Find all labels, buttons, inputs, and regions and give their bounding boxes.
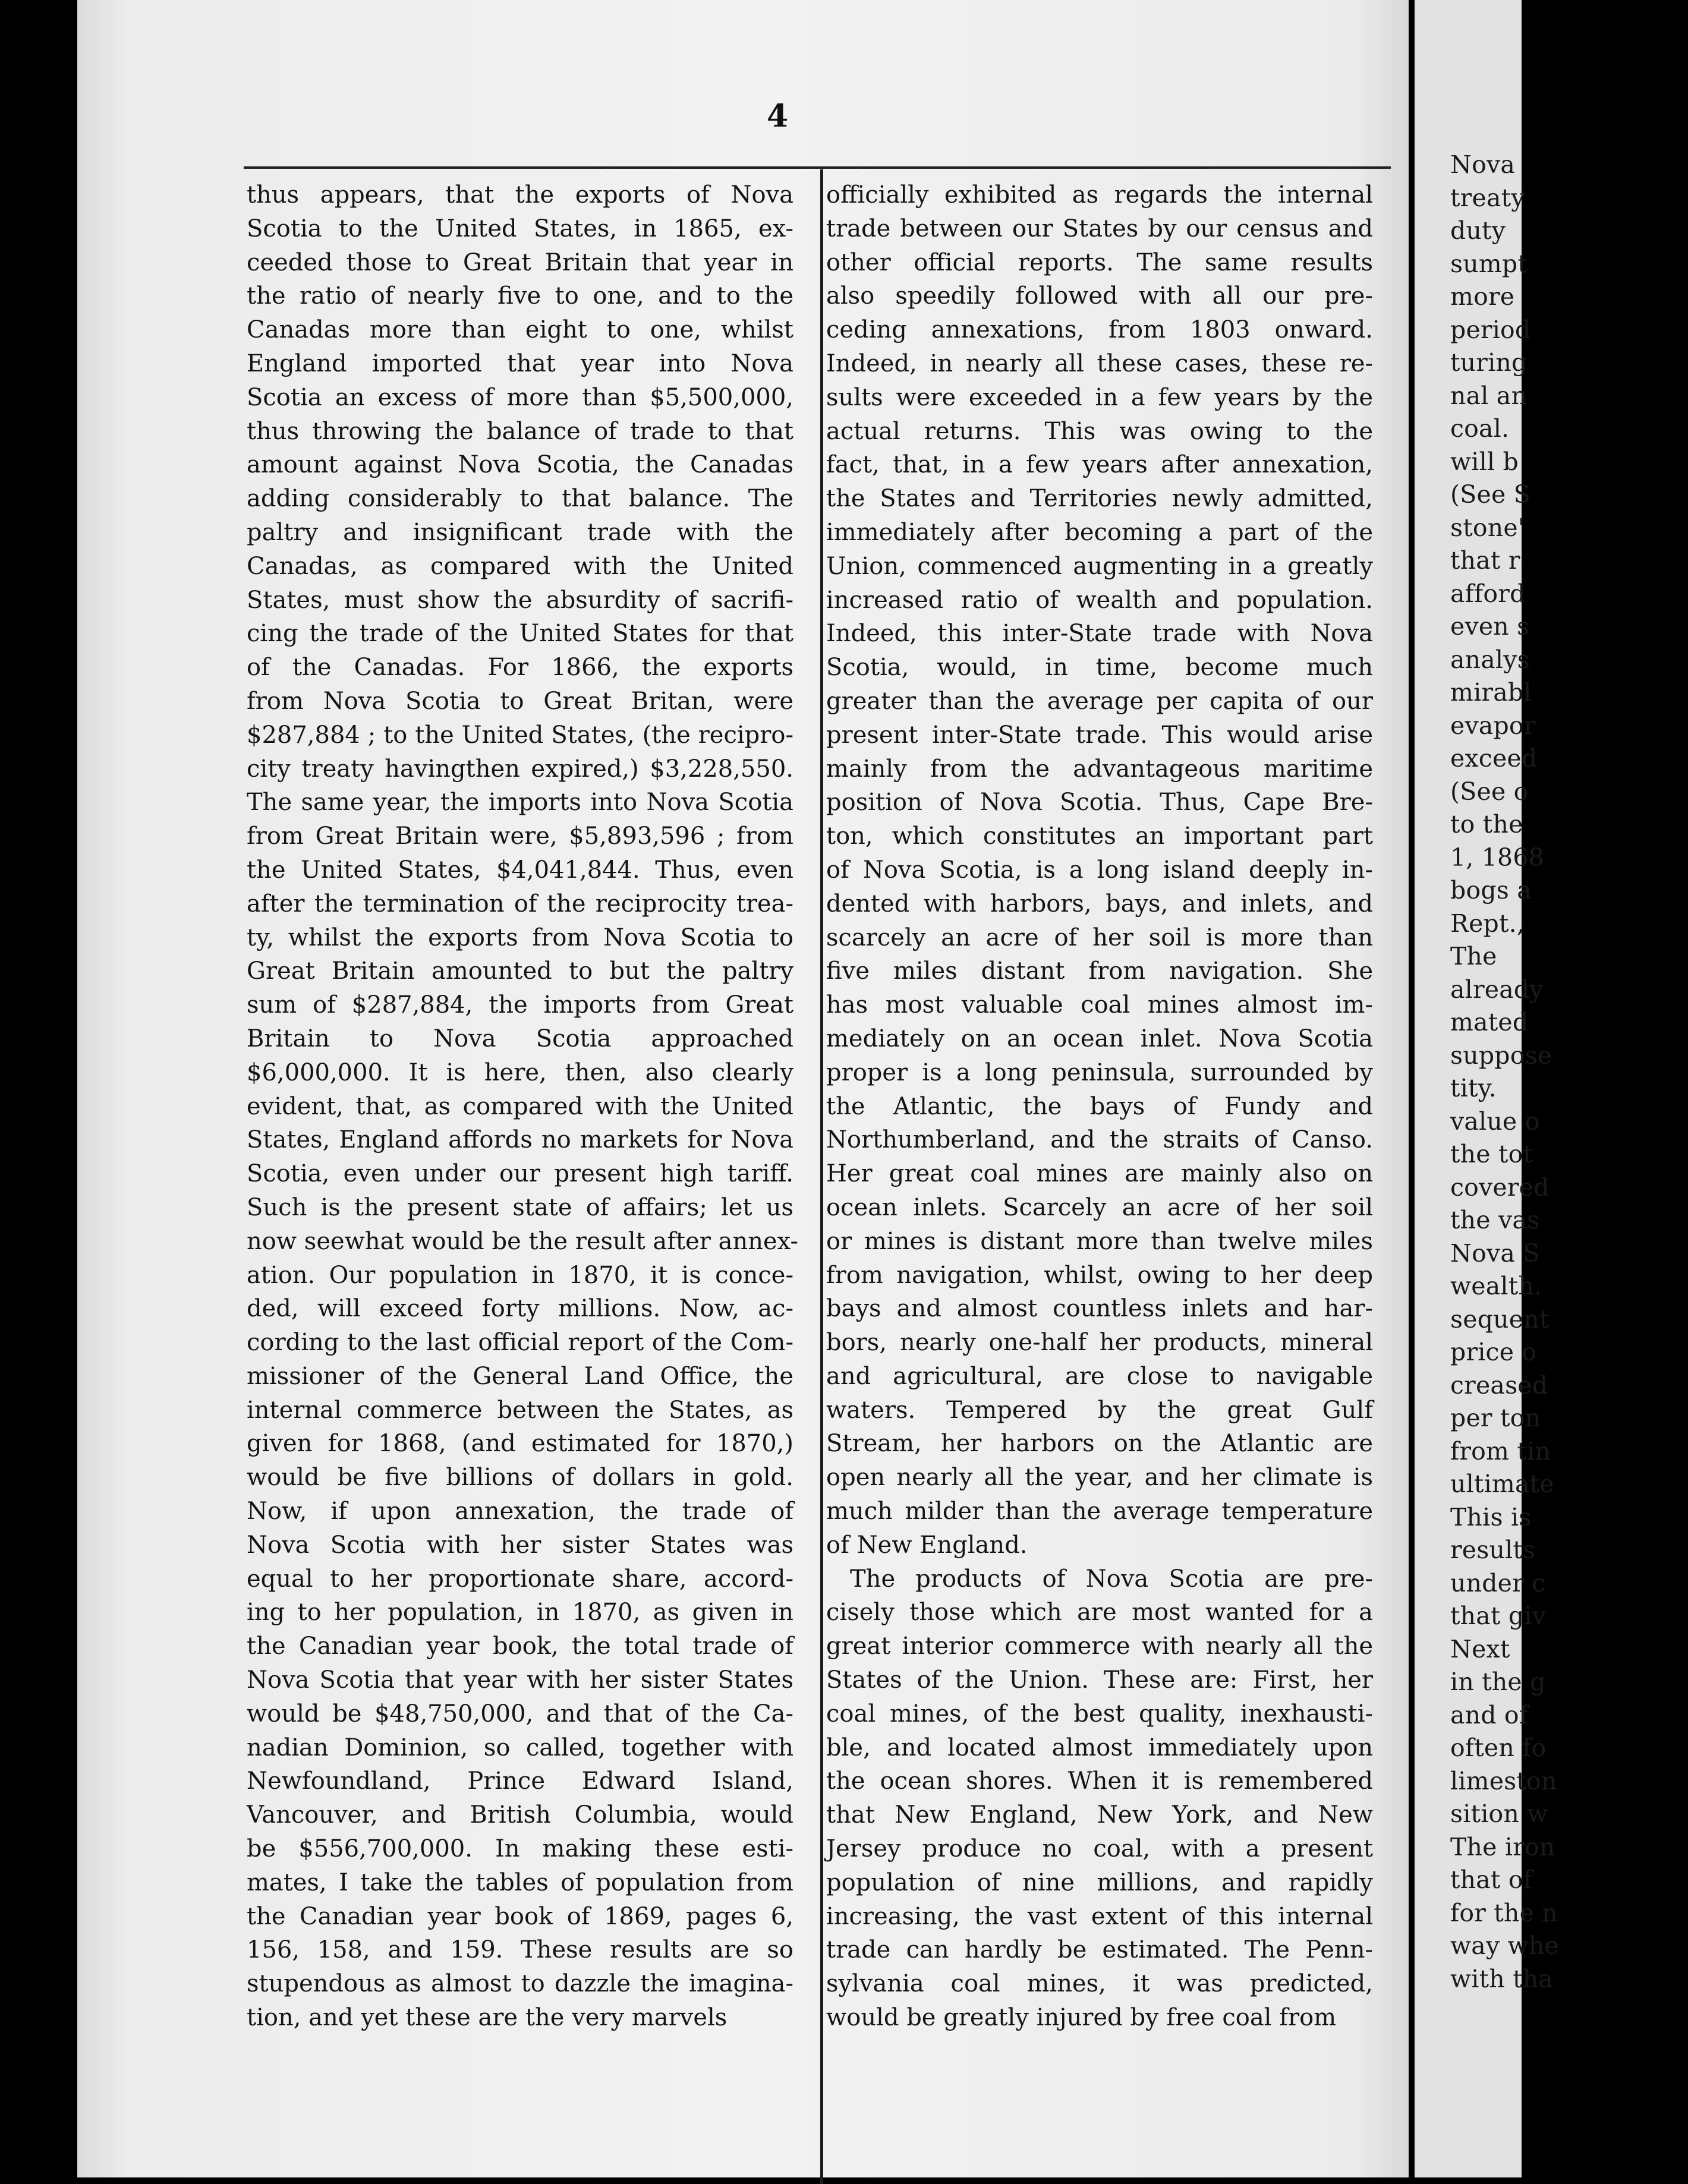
text-line: amount against Nova Scotia, the Canadas — [247, 451, 793, 479]
text-line: sults were exceeded in a few years by the — [826, 383, 1373, 411]
text-line: from Great Britain were, $5,893,596 ; from — [247, 822, 793, 850]
text-line: five miles distant from navigation. She — [826, 957, 1373, 985]
text-line: other official reports. The same results — [826, 248, 1373, 276]
text-line: the ratio of nearly five to one, and to the — [247, 282, 793, 310]
text-line: position of Nova Scotia. Thus, Cape Bre- — [826, 789, 1373, 817]
text-line: population of nine millions, and rapidly — [826, 1868, 1373, 1896]
text-line: proper is a long peninsula, surrounded by — [826, 1058, 1373, 1086]
facing-page-fragment: The — [1450, 942, 1497, 970]
text-line: Nova Scotia with her sister States was — [247, 1531, 793, 1559]
text-line: also speedily followed with all our pre- — [826, 282, 1373, 310]
text-line: tion, and yet these are the very marvels — [247, 2004, 728, 2032]
text-line: bors, nearly one-half her products, mineral — [826, 1329, 1373, 1357]
text-line: fact, that, in a few years after annexation, — [826, 451, 1373, 479]
right-column — [826, 178, 1373, 2035]
facing-page-fragment: 1, 1868 — [1450, 843, 1544, 872]
text-line: would be $48,750,000, and that of the Ca- — [247, 1700, 793, 1728]
text-line: increasing, the vast extent of this internal — [826, 1902, 1373, 1930]
text-line: ocean inlets. Scarcely an acre of her soil — [826, 1193, 1373, 1221]
text-line: evident, that, as compared with the United — [247, 1092, 793, 1120]
facing-page-fragment: bogs a — [1450, 876, 1532, 905]
text-line: sylvania coal mines, it was predicted, — [826, 1970, 1373, 1998]
text-line: cing the trade of the United States for that — [247, 620, 793, 648]
facing-page-fragment: sequent — [1450, 1304, 1550, 1334]
text-line: mediately on an ocean inlet. Nova Scotia — [826, 1025, 1373, 1052]
facing-page-fragment: under c — [1450, 1568, 1546, 1597]
facing-page-fragment: price o — [1450, 1338, 1537, 1366]
text-line: Union, commenced augmenting in a greatly — [826, 552, 1373, 580]
text-line: Now, if upon annexation, the trade of — [247, 1498, 793, 1526]
text-line: nadian Dominion, so called, together with — [247, 1734, 793, 1761]
facing-page-fragment: tity. — [1450, 1074, 1497, 1102]
text-line: from Nova Scotia to Great Britan, were — [247, 687, 793, 715]
facing-page-fragment: from tin — [1450, 1436, 1551, 1466]
facing-page-fragment: already — [1450, 975, 1544, 1004]
text-line: Great Britain amounted to but the paltry — [247, 957, 793, 985]
facing-page-fragment: The iron — [1450, 1832, 1555, 1861]
text-line: stupendous as almost to dazzle the imagina- — [247, 1970, 793, 1998]
text-line: would be five billions of dollars in gold. — [247, 1464, 793, 1492]
text-line: mates, I take the tables of population from — [247, 1868, 793, 1896]
facing-page-fragment: evapor — [1450, 711, 1536, 740]
text-line: ceding annexations, from 1803 onward. — [826, 316, 1373, 344]
facing-page-fragment: sumpt — [1450, 249, 1528, 278]
facing-page-fragment: even s — [1450, 612, 1530, 641]
text-line: Indeed, this inter-State trade with Nova — [826, 620, 1373, 648]
text-line: Scotia an excess of more than $5,500,000, — [247, 383, 793, 411]
text-line: increased ratio of wealth and population. — [826, 586, 1373, 614]
facing-page-fragment: analys — [1450, 645, 1530, 674]
text-line: immediately after becoming a part of the — [826, 518, 1373, 546]
text-line: paltry and insignificant trade with the — [247, 518, 793, 546]
text-line: the Canadian year book, the total trade of — [247, 1633, 793, 1660]
facing-page-fragment: to the — [1450, 810, 1523, 839]
text-line: Scotia, even under our present high tariff. — [247, 1160, 793, 1188]
text-line: Stream, her harbors on the Atlantic are — [826, 1430, 1373, 1458]
text-line: States, England affords no markets for Nova — [247, 1126, 793, 1154]
facing-page-fragment: more — [1450, 282, 1515, 311]
facing-page-fragment: mirabl — [1450, 678, 1532, 707]
facing-page-fragment: Nova S — [1450, 1238, 1540, 1268]
text-line: Nova Scotia that year with her sister States — [247, 1666, 793, 1694]
text-line: Canadas more than eight to one, whilst — [247, 316, 793, 344]
text-line: ing to her population, in 1870, as given in — [247, 1599, 793, 1627]
text-line: Newfoundland, Prince Edward Island, — [247, 1767, 793, 1795]
text-line: States, must show the absurdity of sacrifi- — [247, 586, 793, 614]
facing-page-fragment: wealth. — [1450, 1272, 1542, 1300]
text-line: after the termination of the reciprocity trea- — [247, 890, 793, 918]
text-line: equal to her proportionate share, accord- — [247, 1565, 793, 1593]
facing-page-fragment: covered — [1450, 1173, 1550, 1202]
header-rule — [244, 166, 1391, 169]
facing-page-fragment: that of — [1450, 1865, 1533, 1894]
facing-page-fragment: the tot — [1450, 1140, 1533, 1168]
text-line: Indeed, in nearly all these cases, these re- — [826, 349, 1373, 377]
text-line: of the Canadas. For 1866, the exports — [247, 654, 793, 682]
text-line: that New England, New York, and New — [826, 1801, 1373, 1829]
facing-page-edge — [1415, 0, 1559, 2177]
text-line: scarcely an acre of her soil is more than — [826, 924, 1373, 951]
text-line: cisely those which are most wanted for a — [826, 1599, 1373, 1627]
facing-page-fragment: Nova — [1450, 150, 1515, 179]
text-line: would be greatly injured by free coal from — [826, 2004, 1337, 2032]
text-line: Her great coal mines are mainly also on — [826, 1160, 1373, 1188]
text-line: be $556,700,000. In making these esti- — [247, 1835, 793, 1863]
text-line: the Atlantic, the bays of Fundy and — [826, 1092, 1373, 1120]
text-line: Vancouver, and British Columbia, would — [247, 1801, 793, 1829]
text-line: England imported that year into Nova — [247, 349, 793, 377]
text-line: States of the Union. These are: First, her — [826, 1666, 1373, 1694]
text-line: the United States, $4,041,844. Thus, even — [247, 856, 793, 884]
text-line: Britain to Nova Scotia approached — [247, 1025, 793, 1052]
text-line: trade can hardly be estimated. The Penn- — [826, 1936, 1373, 1964]
text-line: coal mines, of the best quality, inexhausti- — [826, 1700, 1373, 1728]
facing-page-fragment: results — [1450, 1536, 1536, 1564]
text-line: Canadas, as compared with the United — [247, 552, 793, 580]
facing-page-fragment: coal. — [1450, 414, 1510, 443]
text-line: ded, will exceed forty millions. Now, ac- — [247, 1295, 793, 1323]
facing-page-fragment: mated — [1450, 1008, 1529, 1036]
facing-page-fragment: stone' — [1450, 513, 1525, 542]
text-line: officially exhibited as regards the internal — [826, 181, 1373, 209]
facing-page-fragment: will b — [1450, 447, 1519, 476]
text-line: Northumberland, and the straits of Canso. — [826, 1126, 1373, 1154]
facing-page-fragment: that giv — [1450, 1602, 1546, 1630]
text-line: ty, whilst the exports from Nova Scotia to — [247, 924, 793, 951]
text-line: bays and almost countless inlets and har- — [826, 1295, 1373, 1323]
facing-page-fragment: way whe — [1450, 1931, 1559, 1960]
text-line: of Nova Scotia, is a long island deeply in- — [826, 856, 1373, 884]
text-line: trade between our States by our census and — [826, 215, 1373, 242]
facing-page-fragment: treaty — [1450, 183, 1525, 212]
column-divider — [820, 169, 823, 2184]
facing-page-fragment: This is — [1450, 1502, 1532, 1531]
facing-page-fragment: Rept., — [1450, 909, 1525, 938]
text-line: sum of $287,884, the imports from Great — [247, 991, 793, 1019]
text-line: of New England. — [826, 1531, 1028, 1559]
text-line: actual returns. This was owing to the — [826, 417, 1373, 445]
facing-page-fragment: duty — [1450, 216, 1506, 245]
facing-page-fragment: afford — [1450, 579, 1526, 608]
text-line: given for 1868, (and estimated for 1870,) — [247, 1430, 793, 1458]
text-line: $287,884 ; to the United States, (the recipro- — [247, 721, 793, 749]
text-line: Such is the present state of affairs; let us — [247, 1193, 793, 1221]
text-line: open nearly all the year, and her climate is — [826, 1464, 1373, 1492]
text-line: ton, which constitutes an important part — [826, 822, 1373, 850]
text-line: has most valuable coal mines almost im- — [826, 991, 1373, 1019]
facing-page-fragment: value o — [1450, 1107, 1540, 1136]
text-line: ble, and located almost immediately upon — [826, 1734, 1373, 1761]
text-line: and agricultural, are close to navigable — [826, 1362, 1373, 1390]
text-line: missioner of the General Land Office, the — [247, 1362, 793, 1390]
text-line: city treaty havingthen expired,) $3,228,550. — [247, 755, 793, 783]
text-line: Scotia, would, in time, become much — [826, 654, 1373, 682]
facing-page-fragment: (See S — [1450, 480, 1530, 509]
text-line: the Canadian year book of 1869, pages 6, — [247, 1902, 793, 1930]
facing-page-fragment: turing — [1450, 348, 1528, 377]
facing-page-fragment: per ton — [1450, 1404, 1541, 1432]
text-line: The products of Nova Scotia are pre- — [850, 1565, 1373, 1593]
text-line: or mines is distant more than twelve miles — [826, 1227, 1373, 1255]
text-line: great interior commerce with nearly all the — [826, 1633, 1373, 1660]
text-line: mainly from the advantageous maritime — [826, 755, 1373, 783]
text-line: $6,000,000. It is here, then, also clearly — [247, 1058, 793, 1086]
text-line: ceeded those to Great Britain that year in — [247, 248, 793, 276]
left-column — [247, 178, 799, 2035]
text-line: greater than the average per capita of our — [826, 687, 1373, 715]
facing-page-fragment: sition w — [1450, 1799, 1548, 1828]
text-line: 156, 158, and 159. These results are so — [247, 1936, 793, 1964]
page-number: 4 — [767, 98, 789, 134]
text-line: present inter-State trade. This would arise — [826, 721, 1373, 749]
text-line: thus appears, that the exports of Nova — [247, 181, 793, 209]
text-line: now seewhat would be the result after annex- — [247, 1227, 799, 1255]
text-line: cording to the last official report of the Com- — [247, 1329, 793, 1357]
facing-page-fragment: for the n — [1450, 1898, 1558, 1927]
text-line: Scotia to the United States, in 1865, ex- — [247, 215, 793, 242]
facing-page-fragment: that r — [1450, 546, 1520, 575]
text-line: from navigation, whilst, owing to her deep — [826, 1261, 1373, 1289]
text-line: The same year, the imports into Nova Scotia — [247, 789, 793, 817]
facing-page-fragment: with tha — [1450, 1964, 1554, 1993]
facing-page-fragment: period — [1450, 315, 1531, 344]
facing-page-fragment: in the g — [1450, 1668, 1546, 1696]
facing-page-fragment: the vas — [1450, 1206, 1540, 1234]
facing-page-fragment: exceed — [1450, 744, 1538, 773]
text-line: the ocean shores. When it is remembered — [826, 1767, 1373, 1795]
text-line: the States and Territories newly admitted, — [826, 485, 1373, 513]
facing-page-text — [1450, 149, 1688, 1996]
text-line: thus throwing the balance of trade to that — [247, 417, 793, 445]
text-line: internal commerce between the States, as — [247, 1396, 793, 1424]
facing-page-fragment: Next — [1450, 1634, 1510, 1663]
text-line: dented with harbors, bays, and inlets, and — [826, 890, 1373, 918]
facing-page-fragment: suppose — [1450, 1041, 1552, 1070]
facing-page-fragment: (See o — [1450, 777, 1529, 806]
text-line: waters. Tempered by the great Gulf — [826, 1396, 1373, 1424]
facing-page-fragment: limeston — [1450, 1766, 1557, 1795]
facing-page-fragment: ultimate — [1450, 1470, 1554, 1498]
text-line: ation. Our population in 1870, it is conce- — [247, 1261, 793, 1289]
text-line: Jersey produce no coal, with a present — [826, 1835, 1373, 1863]
facing-page-fragment: often fo — [1450, 1734, 1547, 1762]
text-line: much milder than the average temperature — [826, 1498, 1373, 1526]
facing-page-fragment: creased — [1450, 1370, 1548, 1400]
facing-page-fragment: nal an — [1450, 381, 1528, 410]
facing-page-fragment: and of — [1450, 1700, 1529, 1729]
text-line: adding considerably to that balance. The — [247, 485, 793, 513]
